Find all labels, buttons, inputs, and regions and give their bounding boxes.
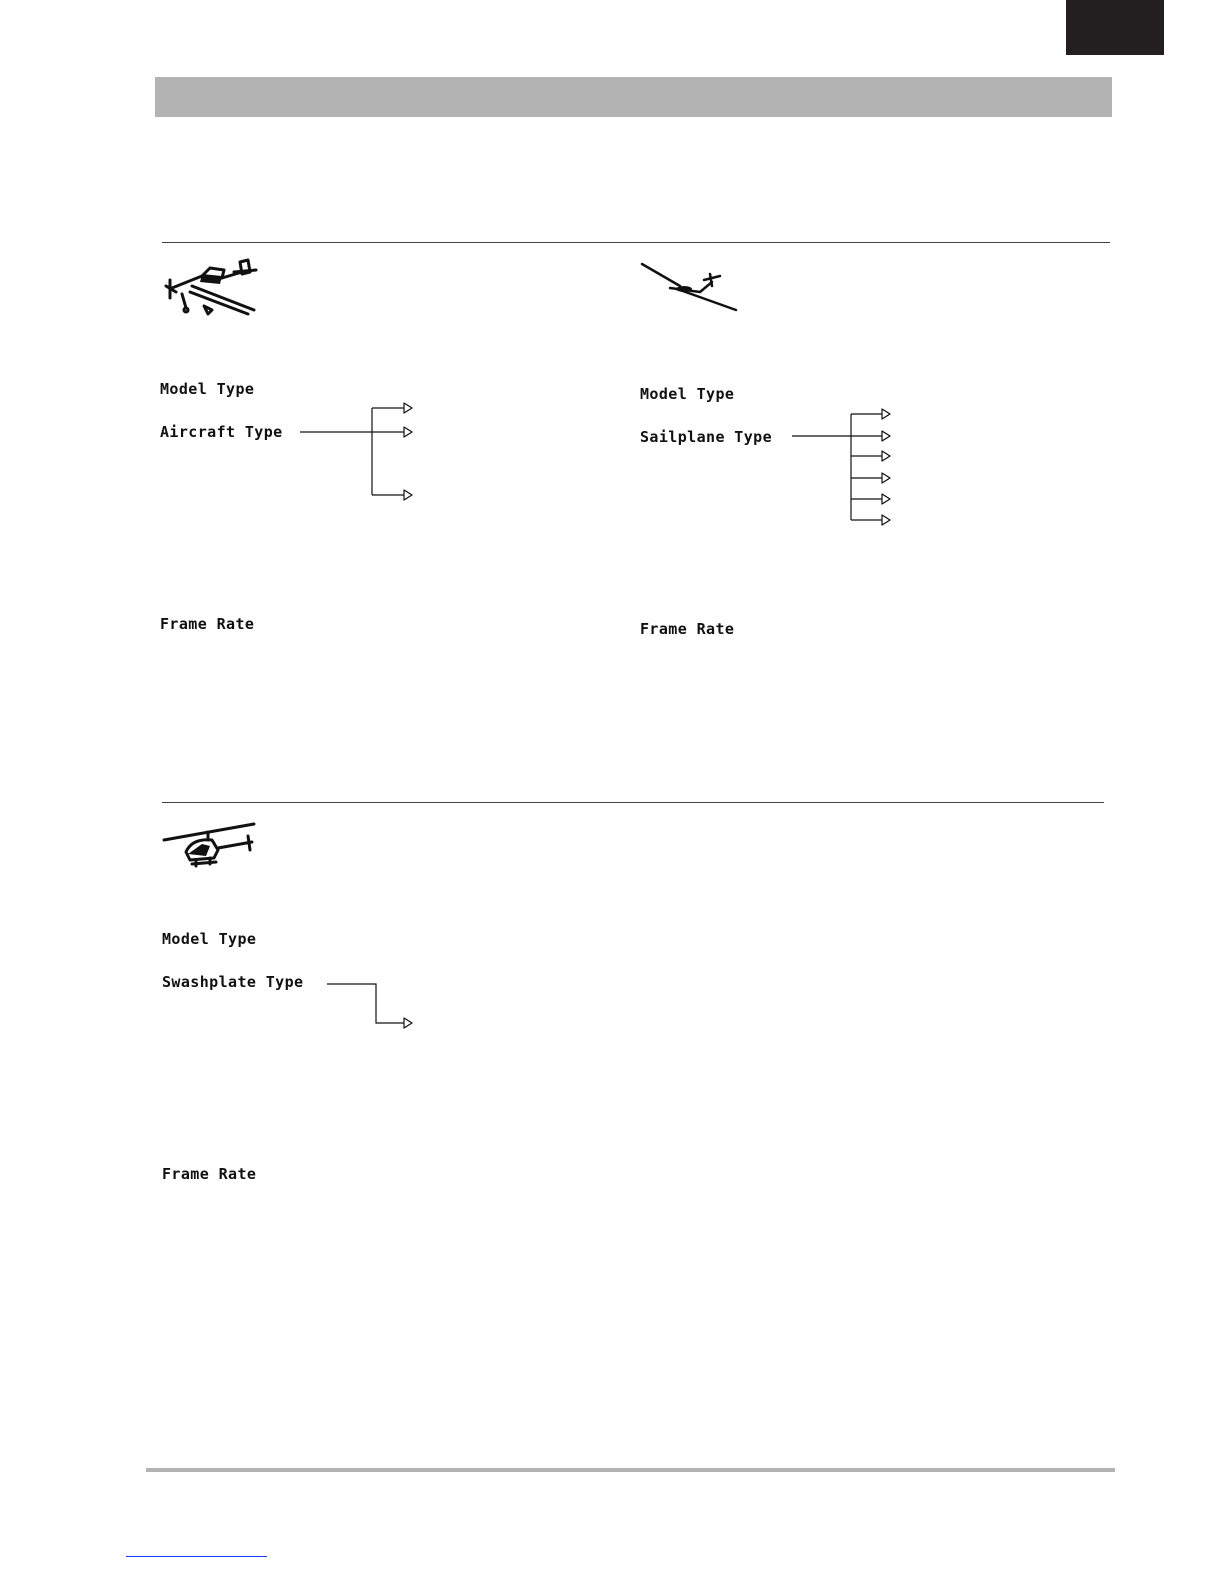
swashplate-type-connector <box>327 984 404 1023</box>
footer-rule <box>146 1468 1115 1472</box>
helicopter-model-type-label: Model Type <box>162 930 257 948</box>
sailplane-sailplane-type-label: Sailplane Type <box>640 428 773 446</box>
sailplane-frame-rate-label: Frame Rate <box>640 620 735 638</box>
airplane-model-type-label: Model Type <box>160 380 255 398</box>
arrow-icon <box>882 515 890 525</box>
page-corner-tab <box>1066 0 1164 55</box>
arrow-icon <box>882 451 890 461</box>
airplane-aircraft-type-label: Aircraft Type <box>160 423 283 441</box>
sailplane-icon <box>640 262 740 314</box>
airplane-icon <box>162 258 258 318</box>
arrow-icon <box>404 403 412 413</box>
section-divider-middle <box>162 802 1104 803</box>
arrow-icon <box>404 427 412 437</box>
airplane-frame-rate-label: Frame Rate <box>160 615 255 633</box>
arrow-icon <box>404 490 412 500</box>
section-divider-top <box>162 242 1110 243</box>
footer-link-underline[interactable] <box>126 1556 267 1557</box>
helicopter-frame-rate-label: Frame Rate <box>162 1165 257 1183</box>
sailplane-model-type-label: Model Type <box>640 385 735 403</box>
arrow-icon <box>882 494 890 504</box>
arrow-icon <box>882 409 890 419</box>
arrow-icon <box>404 1018 412 1028</box>
helicopter-swashplate-type-label: Swashplate Type <box>162 973 304 991</box>
section-title-bar <box>155 77 1112 117</box>
helicopter-icon <box>162 822 258 872</box>
arrow-icon <box>882 431 890 441</box>
arrow-icon <box>882 473 890 483</box>
